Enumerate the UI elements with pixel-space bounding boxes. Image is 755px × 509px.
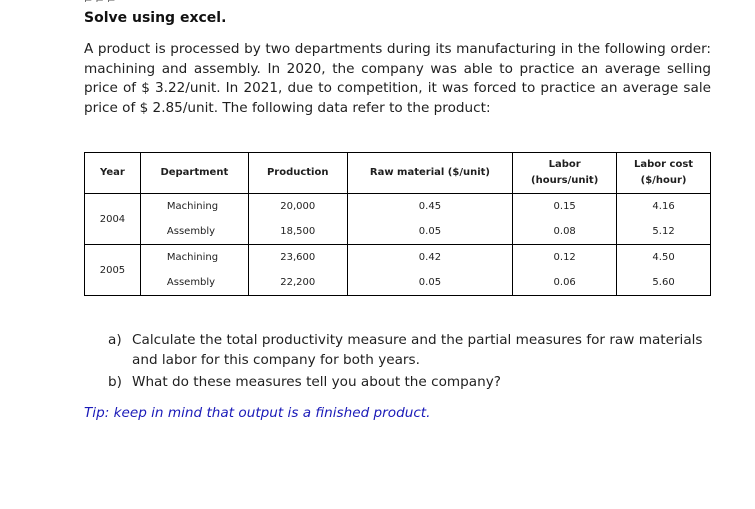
product-data-table — [84, 152, 711, 296]
header-department: Department — [140, 153, 248, 194]
header-labor-line1: Labor — [548, 159, 581, 170]
problem-statement: A product is processed by two departments during its manufacturing in the following order: machining and assembly. In 2020, the company was able to practice an average selling price of $ 3.22/unit. In 2021, due to competition, it was forced to practice an average sale price of $ 2.85/unit. The following data refer to the product: — [84, 41, 711, 116]
question-label: a) — [108, 332, 122, 348]
year-cell: 2005 — [85, 245, 141, 296]
production-cell: 20,000 — [248, 194, 347, 220]
header-labor — [513, 153, 617, 194]
production-cell: 22,200 — [248, 270, 347, 296]
list-item — [108, 372, 708, 392]
raw-material-cell: 0.42 — [347, 245, 513, 271]
production-cell: 18,500 — [248, 219, 347, 245]
labor-cost-cell: 5.12 — [617, 219, 711, 245]
department-cell: Assembly — [140, 270, 248, 296]
department-cell: Machining — [140, 194, 248, 220]
labor-cost-cell: 4.50 — [617, 245, 711, 271]
department-cell: Machining — [140, 245, 248, 271]
tip-note: Tip: keep in mind that output is a finished product. — [84, 405, 431, 421]
table-row — [85, 194, 711, 220]
labor-cell: 0.06 — [513, 270, 617, 296]
header-raw-material: Raw material ($/unit) — [347, 153, 513, 194]
page-heading: Solve using excel. — [84, 10, 227, 26]
raw-material-cell: 0.45 — [347, 194, 513, 220]
table-row — [85, 219, 711, 245]
labor-cell: 0.12 — [513, 245, 617, 271]
cropped-previous-line — [84, 0, 284, 2]
year-cell: 2004 — [85, 194, 141, 245]
header-labor-cost-line2: ($/hour) — [640, 175, 687, 186]
table-row — [85, 270, 711, 296]
question-label: b) — [108, 374, 122, 390]
raw-material-cell: 0.05 — [347, 219, 513, 245]
header-year: Year — [85, 153, 141, 194]
header-labor-line2: (hours/unit) — [531, 175, 599, 186]
raw-material-cell: 0.05 — [347, 270, 513, 296]
labor-cost-cell: 5.60 — [617, 270, 711, 296]
header-labor-cost — [617, 153, 711, 194]
list-item — [108, 330, 708, 370]
department-cell: Assembly — [140, 219, 248, 245]
question-text: What do these measures tell you about the company? — [132, 374, 501, 390]
production-cell: 23,600 — [248, 245, 347, 271]
header-production: Production — [248, 153, 347, 194]
question-text: Calculate the total productivity measure and the partial measures for raw materials and labor for this company for both years. — [132, 332, 703, 368]
header-labor-cost-line1: Labor cost — [634, 159, 694, 170]
table-row — [85, 245, 711, 271]
labor-cell: 0.08 — [513, 219, 617, 245]
labor-cell: 0.15 — [513, 194, 617, 220]
labor-cost-cell: 4.16 — [617, 194, 711, 220]
table-header-row — [85, 153, 711, 194]
question-list — [108, 330, 708, 394]
